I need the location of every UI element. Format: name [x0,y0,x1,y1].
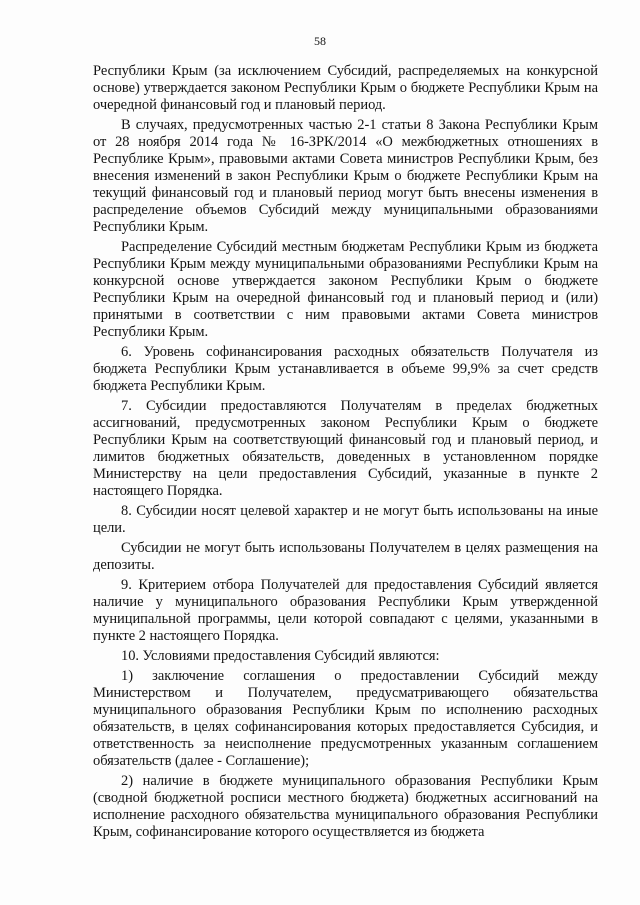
paragraph-budget-changes: В случаях, предусмотренных частью 2-1 статьи 8 Закона Республики Крым от 28 ноября 2014 года № 16-ЗРК/2014 «О межбюджетных отношениях в Республике Крым», правовыми актами Совета министров Республики Крым, без внесения изменений в закон Республики Крым о бюджете Республики Крым на текущий финансовый год и плановый период могут быть внесены изменения в распределение объемов Субсидий между муниципальными образованиями Республики Крым. [93,117,598,235]
paragraph-item-6: 6. Уровень софинансирования расходных обязательств Получателя из бюджета Республики Крым устанавливается в объеме 99,9% за счет средств бюджета Республики Крым. [93,344,598,394]
paragraph-condition-2: 2) наличие в бюджете муниципального образования Республики Крым (сводной бюджетной росписи местного бюджета) бюджетных ассигнований на исполнение расходного обязательства муниципального образования Республики Крым, софинансирование которого осуществляется из бюджета [93,773,598,840]
paragraph-competitive-distribution: Распределение Субсидий местным бюджетам Республики Крым из бюджета Республики Крым между муниципальными образованиями Республики Крым на конкурсной основе утверждается законом Республики Крым о бюджете Республики Крым на очередной финансовый год и плановый период и (или) принятыми в соответствии с ним правовыми актами Совета министров Республики Крым. [93,239,598,340]
paragraph-deposits: Субсидии не могут быть использованы Получателем в целях размещения на депозиты. [93,540,598,573]
document-body [93,63,598,841]
paragraph-item-8: 8. Субсидии носят целевой характер и не могут быть использованы на иные цели. [93,503,598,536]
paragraph-item-9: 9. Критерием отбора Получателей для предоставления Субсидий является наличие у муниципального образования Республики Крым утвержденной муниципальной программы, цели которой совпадают с целями, указанными в пункте 2 настоящего Порядка. [93,577,598,644]
paragraph-item-7: 7. Субсидии предоставляются Получателям в пределах бюджетных ассигнований, предусмотренных законом Республики Крым о бюджете Республики Крым на соответствующий финансовый год и плановый период, и лимитов бюджетных обязательств, доведенных в установленном порядке Министерству на цели предоставления Субсидий, указанные в пункте 2 настоящего Порядка. [93,398,598,499]
paragraph-condition-1: 1) заключение соглашения о предоставлении Субсидий между Министерством и Получателем, предусматривающего обязательства муниципального образования Республики Крым по исполнению расходных обязательств, в целях софинансирования которых предоставляется Субсидия, и ответственность за неисполнение предусмотренных указанным соглашением обязательств (далее - Соглашение); [93,668,598,769]
paragraph-item-10: 10. Условиями предоставления Субсидий являются: [121,648,440,664]
page-number: 58 [314,34,326,48]
paragraph-continuation: Республики Крым (за исключением Субсидий, распределяемых на конкурсной основе) утверждается законом Республики Крым о бюджете Республики Крым на очередной финансовый год и плановый период. [93,63,598,113]
